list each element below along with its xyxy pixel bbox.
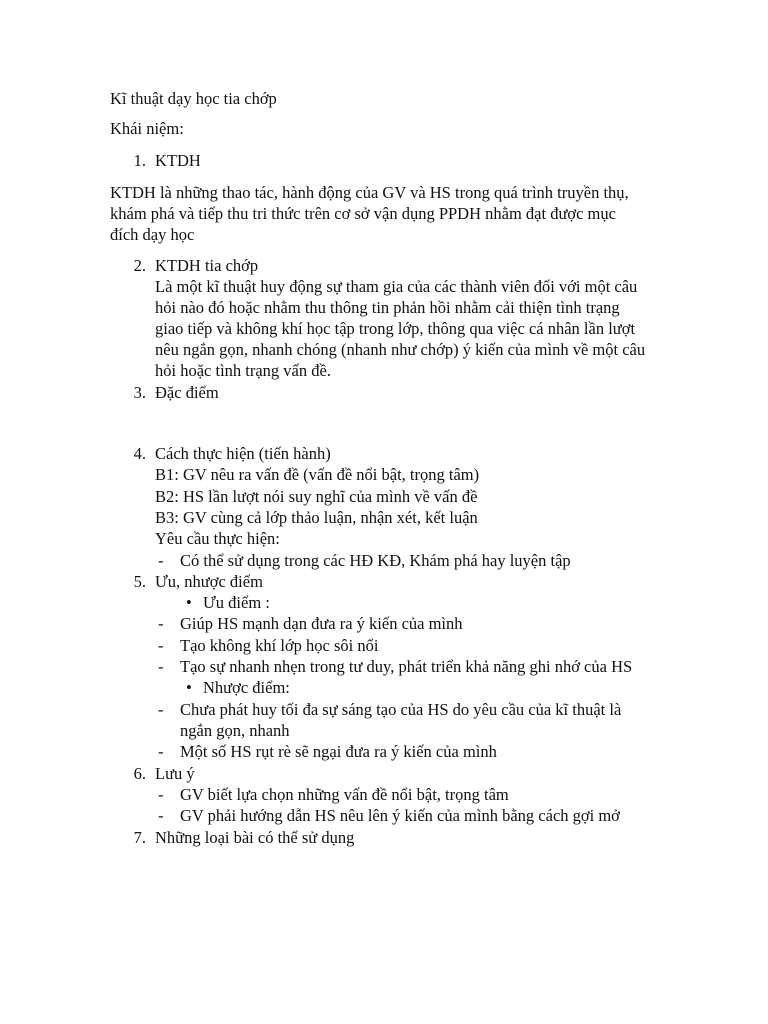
section-3-heading: Đặc điểm [155,383,219,402]
bullet-marker: • [186,593,192,612]
step-line: B1: GV nêu ra vấn đề (vấn đề nổi bật, trọng tâm) [155,465,480,484]
cons-item: Chưa phát huy tối đa sự sáng tạo của HS do yêu cầu của kĩ thuật là [180,700,622,719]
dash-marker: - [158,785,164,804]
dash-marker: - [158,657,164,676]
note-item: GV phải hướng dẫn HS nêu lên ý kiến của mình bằng cách gợi mở [180,806,620,825]
requirement-item: Có thể sử dụng trong các HĐ KĐ, Khám phá hay luyện tập [180,551,571,570]
section-2-body-line: nêu ngắn gọn, nhanh chóng (nhanh như chớp) ý kiến của mình về một câu [155,340,646,359]
pros-item: Tạo sự nhanh nhẹn trong tư duy, phát triển khả năng ghi nhớ của HS [180,657,633,676]
section-6-heading: Lưu ý [155,764,195,783]
cons-label: Nhược điểm: [203,678,290,697]
section-5-heading: Ưu, nhược điểm [155,572,263,591]
dash-marker: - [158,551,164,570]
dash-marker: - [158,806,164,825]
section-2-heading: KTDH tia chớp [155,256,259,275]
section-2-body-line: Là một kĩ thuật huy động sự tham gia của các thành viên đối với một câu [155,277,638,296]
definition-line: KTDH là những thao tác, hành động của GV và HS trong quá trình truyền thụ, [110,183,629,202]
step-line: B3: GV cùng cả lớp thảo luận, nhận xét, kết luận [155,508,478,527]
section-4-number: 4. [133,444,146,463]
concept-label: Khái niệm: [110,119,184,138]
note-item: GV biết lựa chọn những vấn đề nổi bật, trọng tâm [180,785,509,804]
section-2-number: 2. [133,256,146,275]
step-line: B2: HS lần lượt nói suy nghĩ của mình về vấn đề [155,487,478,506]
section-4-heading: Cách thực hiện (tiến hành) [155,444,331,463]
section-5-number: 5. [133,572,146,591]
pros-label: Ưu điểm : [203,593,270,612]
definition-line: đích dạy học [110,225,195,244]
cons-item: Một số HS rụt rè sẽ ngại đưa ra ý kiến của mình [180,742,497,761]
requirement-label: Yêu cầu thực hiện: [155,529,280,548]
pros-item: Tạo không khí lớp học sôi nổi [180,636,379,655]
bullet-marker: • [186,678,192,697]
dash-marker: - [158,614,164,633]
section-2-body-line: hỏi hoặc tình trạng vấn đề. [155,361,331,380]
section-7-heading: Những loại bài có thể sử dụng [155,828,355,847]
section-3-number: 3. [133,383,146,402]
section-6-number: 6. [133,764,146,783]
dash-marker: - [158,742,164,761]
document-title: Kĩ thuật dạy học tia chớp [110,89,277,108]
pros-item: Giúp HS mạnh dạn đưa ra ý kiến của mình [180,614,463,633]
cons-item-continuation: ngắn gọn, nhanh [180,721,290,740]
dash-marker: - [158,636,164,655]
dash-marker: - [158,700,164,719]
section-7-number: 7. [133,828,146,847]
section-2-body-line: hỏi nào đó hoặc nhằm thu thông tin phản hồi nhằm cải thiện tình trạng [155,298,620,317]
section-2-body-line: giao tiếp và không khí học tập trong lớp, thông qua việc cá nhân lần lượt [155,319,636,338]
definition-line: khám phá và tiếp thu tri thức trên cơ sở vận dụng PPDH nhằm đạt được mục [110,204,616,223]
section-1-heading: KTDH [155,151,201,170]
section-1-number: 1. [133,151,146,170]
